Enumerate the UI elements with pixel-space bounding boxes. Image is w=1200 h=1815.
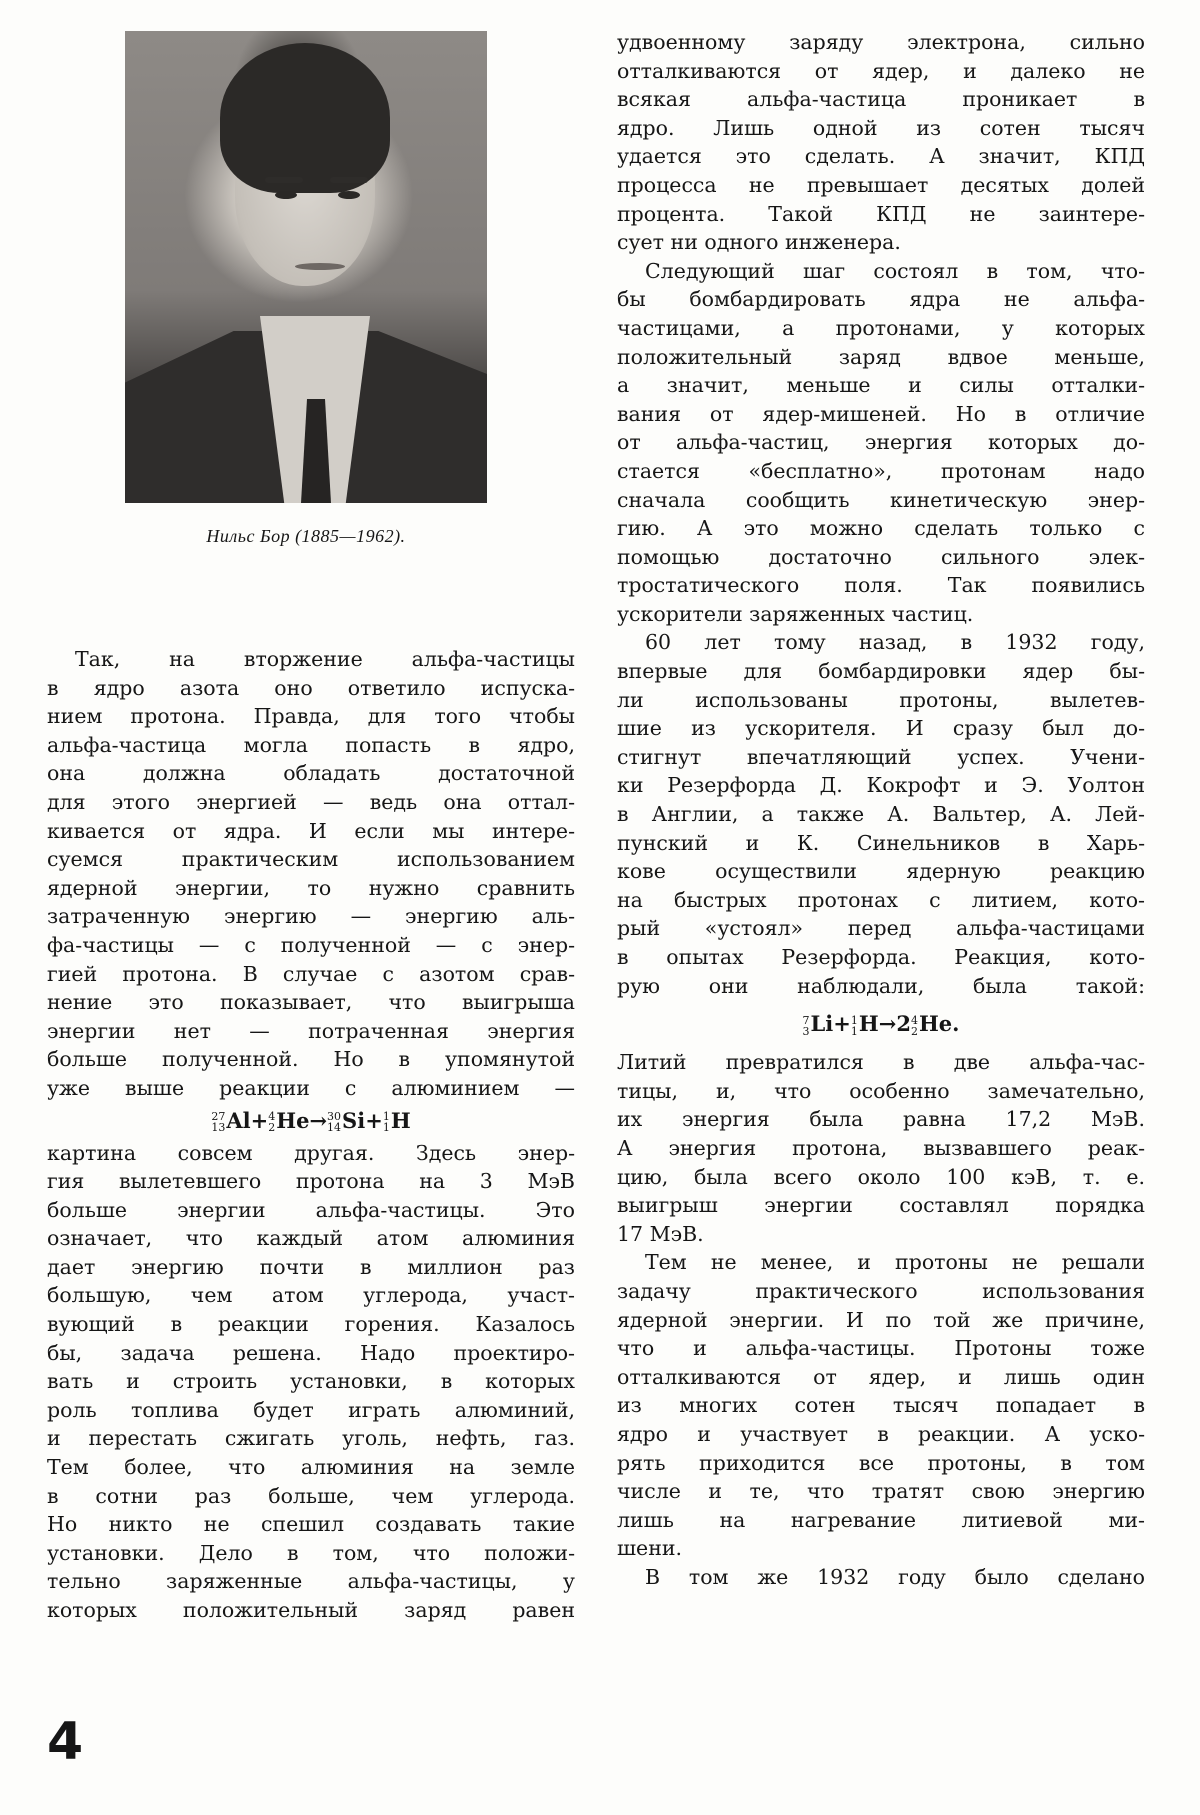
text-line: всякая альфа-частица проникает в bbox=[617, 87, 1145, 112]
text-line: от альфа-частиц, энергия которых до- bbox=[617, 430, 1145, 455]
text-line: Так, на вторжение альфа-частицы bbox=[75, 647, 575, 671]
text-line: цию, была всего около 100 кэВ, т. е. bbox=[617, 1164, 1145, 1189]
photo-mouth bbox=[295, 263, 345, 270]
isotope-index: 7 3 bbox=[802, 1013, 810, 1038]
text-line: означает, что каждый атом алюминия bbox=[47, 1226, 575, 1251]
text-line: рую они наблюдали, была такой: bbox=[617, 973, 1145, 998]
photo-brow-left bbox=[265, 177, 303, 183]
text-line: В том же 1932 году было сделано bbox=[645, 1564, 1145, 1589]
left-text-column bbox=[47, 645, 575, 1625]
text-line: гию. А это можно сделать только с bbox=[617, 516, 1145, 541]
text-line: рый «устоял» перед альфа-частицами bbox=[617, 916, 1145, 941]
text-line: тростатического поля. Так появились bbox=[617, 573, 1145, 598]
text-line: гией протона. В случае с азотом срав- bbox=[47, 961, 575, 986]
niels-bohr-portrait-photo bbox=[125, 31, 487, 503]
text-line: Тем не менее, и протоны не решали bbox=[645, 1250, 1145, 1275]
text-line: удается это сделать. А значит, КПД bbox=[617, 144, 1145, 169]
isotope-index: 4 2 bbox=[910, 1013, 918, 1038]
text-line: Но никто не спешил создавать такие bbox=[47, 1512, 575, 1537]
text-line: дает энергию почти в миллион раз bbox=[47, 1254, 575, 1279]
text-line: альфа-частица могла попасть в ядро, bbox=[47, 732, 575, 757]
text-line: числе и те, что тратят свою энергию bbox=[617, 1479, 1145, 1504]
text-line: больше энергии альфа-частицы. Это bbox=[47, 1197, 575, 1222]
isotope-index: 1 1 bbox=[382, 1110, 390, 1134]
text-line: из многих сотен тысяч попадает в bbox=[617, 1393, 1145, 1418]
photo-brow-right bbox=[330, 177, 368, 183]
text-line: затраченную энергию — энергию аль- bbox=[47, 904, 575, 929]
text-line: удвоенному заряду электрона, сильно bbox=[617, 30, 1145, 54]
text-line: в Англии, а также А. Вальтер, А. Лей- bbox=[617, 802, 1145, 827]
text-line: 17 МэВ. bbox=[617, 1221, 704, 1246]
text-line: кивается от ядра. И если мы интере- bbox=[47, 818, 575, 843]
text-line: что и альфа-частицы. Протоны тоже bbox=[617, 1336, 1145, 1361]
text-line: ядерной энергии, то нужно сравнить bbox=[47, 875, 575, 900]
text-line: Тем более, что алюминия на земле bbox=[47, 1455, 575, 1480]
text-line: шие из ускорителя. И сразу был до- bbox=[617, 716, 1145, 741]
page-number: 4 bbox=[47, 1712, 84, 1772]
aluminium-reaction-formula: 27 13 Al+ 4 2 He→ 30 14 Si+ 1 1 H bbox=[211, 1107, 411, 1134]
lithium-reaction-formula: 7 3 Li+ 1 1 H→2 4 2 He. bbox=[802, 1011, 960, 1038]
text-line: суемся практическим использованием bbox=[47, 847, 575, 872]
photo-eye-left bbox=[275, 191, 297, 199]
text-line: шени. bbox=[617, 1536, 683, 1561]
text-line: большую, чем атом углерода, участ- bbox=[47, 1283, 575, 1308]
text-line: отталкиваются от ядер, и далеко не bbox=[617, 58, 1145, 83]
figure-caption: Нильс Бор (1885—1962). bbox=[206, 526, 406, 546]
text-line: задачу практического использования bbox=[617, 1278, 1145, 1303]
text-line: частицами, а протонами, у которых bbox=[617, 315, 1145, 340]
photo-hair-shape bbox=[220, 43, 390, 193]
text-line: ядро и участвует в реакции. А уско- bbox=[617, 1421, 1145, 1446]
right-text-column bbox=[617, 28, 1145, 1591]
text-line: гия вылетевшего протона на 3 МэВ bbox=[47, 1169, 575, 1194]
isotope-index: 4 2 bbox=[268, 1110, 276, 1134]
isotope-index: 1 1 bbox=[850, 1013, 858, 1038]
text-line: ядерной энергии. И по той же причине, bbox=[617, 1307, 1145, 1332]
text-line: помощью достаточно сильного элек- bbox=[617, 544, 1145, 569]
text-line: бы, задача решена. Надо проектиро- bbox=[47, 1340, 575, 1365]
text-line: Литий превратился в две альфа-час- bbox=[617, 1050, 1145, 1075]
text-line: стается «бесплатно», протонам надо bbox=[617, 458, 1145, 483]
text-line: ки Резерфорда Д. Кокрофт и Э. Уолтон bbox=[617, 773, 1145, 798]
text-line: положительный заряд вдвое меньше, bbox=[617, 344, 1145, 369]
text-line: выигрыш энергии составлял порядка bbox=[617, 1193, 1145, 1218]
text-line: А энергия протона, вызвавшего реак- bbox=[617, 1135, 1145, 1160]
text-line: нение это показывает, что выигрыша bbox=[47, 990, 575, 1015]
text-line: отталкиваются от ядер, и лишь один bbox=[617, 1364, 1145, 1389]
text-line: кове осуществили ядерную реакцию bbox=[617, 859, 1145, 884]
text-line: и перестать сжигать уголь, нефть, газ. bbox=[47, 1426, 575, 1451]
text-line: фа-частицы — с полученной — с энер- bbox=[47, 932, 575, 957]
text-line: тицы, и, что особенно замечательно, bbox=[617, 1078, 1145, 1103]
text-line: впервые для бомбардировки ядер бы- bbox=[617, 659, 1145, 684]
text-line: Следующий шаг состоял в том, что- bbox=[645, 258, 1145, 283]
text-line: для этого энергией — ведь она оттал- bbox=[47, 789, 575, 814]
text-line: картина совсем другая. Здесь энер- bbox=[47, 1140, 575, 1165]
text-line: рять приходится все протоны, в том bbox=[617, 1450, 1145, 1475]
text-line: на быстрых протонах с литием, кото- bbox=[617, 887, 1145, 912]
text-line: в сотни раз больше, чем углерода. bbox=[47, 1483, 575, 1508]
text-line: роль топлива будет играть алюминий, bbox=[47, 1397, 575, 1422]
text-line: нием протона. Правда, для того чтобы bbox=[47, 704, 575, 729]
isotope-index: 27 13 bbox=[211, 1110, 226, 1134]
text-line: уже выше реакции с алюминием — bbox=[47, 1075, 575, 1100]
text-line: 60 лет тому назад, в 1932 году, bbox=[645, 630, 1145, 655]
text-line: энергии нет — потраченная энергия bbox=[47, 1018, 575, 1043]
text-line: лишь на нагревание литиевой ми- bbox=[617, 1507, 1145, 1532]
text-line: вать и строить установки, в которых bbox=[47, 1369, 575, 1394]
text-line: она должна обладать достаточной bbox=[47, 761, 575, 786]
text-line: ли использованы протоны, вылетев- bbox=[617, 687, 1145, 712]
text-line: ускорители заряженных частиц. bbox=[617, 601, 974, 626]
text-line: сует ни одного инженера. bbox=[617, 230, 901, 255]
text-line: в ядро азота оно ответило испуска- bbox=[47, 675, 575, 700]
text-line: вующий в реакции горения. Казалось bbox=[47, 1312, 575, 1337]
text-line: бы бомбардировать ядра не альфа- bbox=[617, 287, 1145, 312]
isotope-index: 30 14 bbox=[327, 1110, 342, 1134]
text-line: вания от ядер-мишеней. Но в отличие bbox=[617, 401, 1145, 426]
text-line: тельно заряженные альфа-частицы, у bbox=[47, 1569, 575, 1594]
text-line: стигнут впечатляющий успех. Учени- bbox=[617, 744, 1145, 769]
text-line: ядро. Лишь одной из сотен тысяч bbox=[617, 115, 1145, 140]
text-line: сначала сообщить кинетическую энер- bbox=[617, 487, 1145, 512]
photo-eye-right bbox=[338, 191, 360, 199]
text-line: а значит, меньше и силы отталки- bbox=[617, 373, 1145, 398]
text-line: установки. Дело в том, что положи- bbox=[47, 1540, 575, 1565]
text-line: в опытах Резерфорда. Реакция, кото- bbox=[617, 945, 1145, 969]
text-line: процесса не превышает десятых долей bbox=[617, 172, 1145, 197]
text-line: пунский и К. Синельников в Харь- bbox=[617, 830, 1145, 855]
text-line: их энергия была равна 17,2 МэВ. bbox=[617, 1107, 1145, 1132]
text-line: больше полученной. Но в упомянутой bbox=[47, 1047, 575, 1072]
text-line: которых положительный заряд равен bbox=[47, 1598, 575, 1622]
text-line: процента. Такой КПД не заинтере- bbox=[617, 201, 1145, 226]
